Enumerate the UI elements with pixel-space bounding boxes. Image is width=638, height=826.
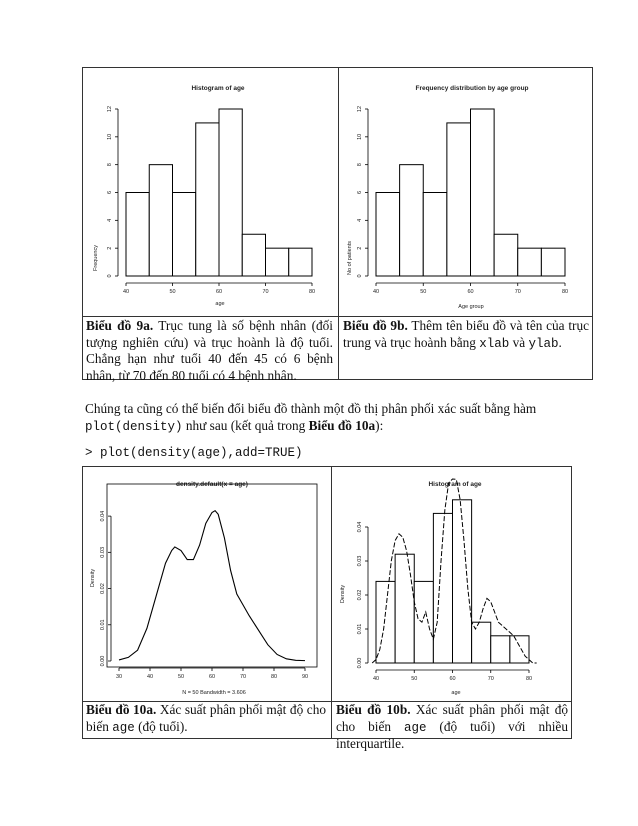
y-tick-label: 0.01 xyxy=(357,623,363,635)
y-tick-label: 4 xyxy=(357,218,363,222)
histogram-bar xyxy=(433,513,452,663)
y-tick-label: 2 xyxy=(107,246,113,250)
x-tick-label: 80 xyxy=(270,674,278,680)
x-tick-label: 70 xyxy=(239,674,247,680)
histogram-bar xyxy=(289,248,312,276)
histogram-bar xyxy=(471,109,495,276)
x-axis-label: N = 50 Bandwidth = 3.606 xyxy=(182,690,246,696)
caption-10a xyxy=(86,702,326,736)
histogram-bar xyxy=(126,193,149,277)
histogram-bar xyxy=(491,636,510,663)
y-tick-label: 8 xyxy=(357,163,363,167)
y-axis-label: Density xyxy=(340,584,346,604)
x-tick-label: 50 xyxy=(420,289,427,295)
y-axis-label: Frequency xyxy=(93,245,99,271)
x-tick-label: 50 xyxy=(411,676,418,682)
caption-9a-text: Trục tung là số bệnh nhân (đối tượng nghiên cứu) và trục hoành là độ tuổi. Chẳng hạn như tuổi 40 đến 45 có 6 bệnh nhân, từ 70 đến 80 tuổi có 4 bệnh nhân. xyxy=(86,318,333,383)
y-tick-label: 12 xyxy=(107,105,113,113)
x-tick-label: 50 xyxy=(169,289,176,295)
caption-9b-end: . xyxy=(558,334,562,350)
y-tick-label: 0.00 xyxy=(100,655,106,667)
histogram-bar xyxy=(510,636,529,663)
x-tick-label: 60 xyxy=(215,289,223,295)
code-xlab: xlab xyxy=(479,336,510,351)
x-tick-label: 40 xyxy=(372,676,380,682)
caption-10b xyxy=(336,702,568,753)
x-tick-label: 30 xyxy=(115,674,123,680)
chart-title: Histogram of age xyxy=(428,481,482,488)
histogram-bar xyxy=(423,193,447,277)
x-tick-label: 40 xyxy=(146,674,154,680)
histogram-9a xyxy=(82,67,338,316)
chart-title: density.default(x = age) xyxy=(176,481,248,488)
histogram-bar xyxy=(376,193,400,277)
y-tick-label: 0 xyxy=(107,274,113,278)
plot-box xyxy=(107,484,317,667)
y-tick-label: 8 xyxy=(107,163,113,167)
caption-9a xyxy=(86,318,333,384)
histogram-bar xyxy=(400,165,424,276)
x-tick-label: 90 xyxy=(301,674,309,680)
histogram-bar xyxy=(242,234,265,276)
code-age: age xyxy=(112,720,135,735)
histogram-bar xyxy=(447,123,471,276)
chart-title: Histogram of age xyxy=(191,85,245,92)
histogram-bar xyxy=(395,554,414,663)
code-line: > plot(density(age),add=TRUE) xyxy=(85,446,303,460)
y-tick-label: 0.03 xyxy=(100,546,106,558)
y-tick-label: 0.00 xyxy=(357,657,363,669)
histogram-bar xyxy=(173,193,196,277)
x-tick-label: 60 xyxy=(449,676,456,682)
code-ylab: ylab xyxy=(528,336,559,351)
x-axis-label: age xyxy=(215,301,225,307)
caption-10b-end: (độ tuổi) với nhiều interquartile. xyxy=(336,718,568,751)
y-tick-label: 0 xyxy=(357,274,363,278)
x-tick-label: 60 xyxy=(467,289,474,295)
x-tick-label: 40 xyxy=(372,289,380,295)
x-tick-label: 70 xyxy=(262,289,269,295)
histogram-bar xyxy=(266,248,289,276)
histogram-bar xyxy=(494,234,518,276)
x-tick-label: 70 xyxy=(514,289,521,295)
caption-9b xyxy=(343,318,589,352)
para-figure-ref: Biểu đồ 10a xyxy=(308,418,376,433)
y-tick-label: 0.01 xyxy=(100,619,106,631)
body-paragraph xyxy=(85,400,565,436)
y-tick-label: 0.02 xyxy=(357,589,363,601)
caption-10b-label: Biểu đồ 10b. xyxy=(336,702,411,717)
x-tick-label: 70 xyxy=(487,676,494,682)
y-tick-label: 10 xyxy=(107,133,113,140)
histogram-bar xyxy=(414,581,433,663)
y-tick-label: 0.04 xyxy=(100,510,106,522)
para-text: Chúng ta cũng có thể biến đổi biểu đồ thành một đồ thị phân phối xác suất bằng hàm xyxy=(85,401,537,416)
histogram-9b xyxy=(339,67,593,316)
y-tick-label: 0.03 xyxy=(357,555,363,567)
x-tick-label: 50 xyxy=(177,674,185,680)
y-tick-label: 10 xyxy=(357,133,363,140)
y-tick-label: 6 xyxy=(107,190,113,195)
caption-9b-label: Biểu đồ 9b. xyxy=(343,318,408,333)
x-tick-label: 80 xyxy=(525,676,533,682)
histogram-bar xyxy=(149,165,172,276)
caption-10a-end: (độ tuổi). xyxy=(138,718,188,734)
density-plot-10a xyxy=(82,466,331,701)
y-axis-label: No of patients xyxy=(347,241,353,275)
code-plot-density: plot(density) xyxy=(85,420,183,434)
x-tick-label: 80 xyxy=(561,289,569,295)
y-tick-label: 6 xyxy=(357,190,363,195)
y-tick-label: 2 xyxy=(357,246,363,250)
histogram-bar xyxy=(196,123,219,276)
y-tick-label: 12 xyxy=(357,105,363,113)
y-axis-label: Density xyxy=(90,568,96,588)
para-end: ): xyxy=(375,418,384,433)
caption-10a-label: Biểu đồ 10a. xyxy=(86,702,157,717)
para-mid: như sau (kết quả trong xyxy=(185,418,306,433)
histogram-density-10b xyxy=(332,466,573,701)
caption-10a-text: Xác suất phân phối mật độ cho biến xyxy=(86,702,326,734)
x-axis-label: Age group xyxy=(458,304,484,310)
y-tick-label: 0.02 xyxy=(100,583,106,594)
chart-title: Frequency distribution by age group xyxy=(415,85,529,92)
caption-9a-label: Biểu đồ 9a. xyxy=(86,318,154,333)
y-tick-label: 0.04 xyxy=(357,521,363,533)
density-curve xyxy=(119,511,305,661)
x-tick-label: 60 xyxy=(208,674,216,680)
histogram-bar xyxy=(541,248,565,276)
histogram-bar xyxy=(219,109,242,276)
caption-10b-text: Xác suất phân phối mật độ cho biến xyxy=(336,702,569,734)
code-age: age xyxy=(403,720,427,735)
caption-9b-and: và xyxy=(512,334,526,350)
histogram-bar xyxy=(472,622,491,663)
y-tick-label: 4 xyxy=(107,218,113,222)
caption-9b-text: Thêm tên biểu đồ và tên của trục trung và trục hoành bằng xyxy=(343,318,590,350)
x-tick-label: 80 xyxy=(308,289,316,295)
histogram-bar xyxy=(518,248,542,276)
x-axis-label: age xyxy=(451,690,461,696)
table-top-row-divider xyxy=(82,316,593,317)
x-tick-label: 40 xyxy=(122,289,130,295)
